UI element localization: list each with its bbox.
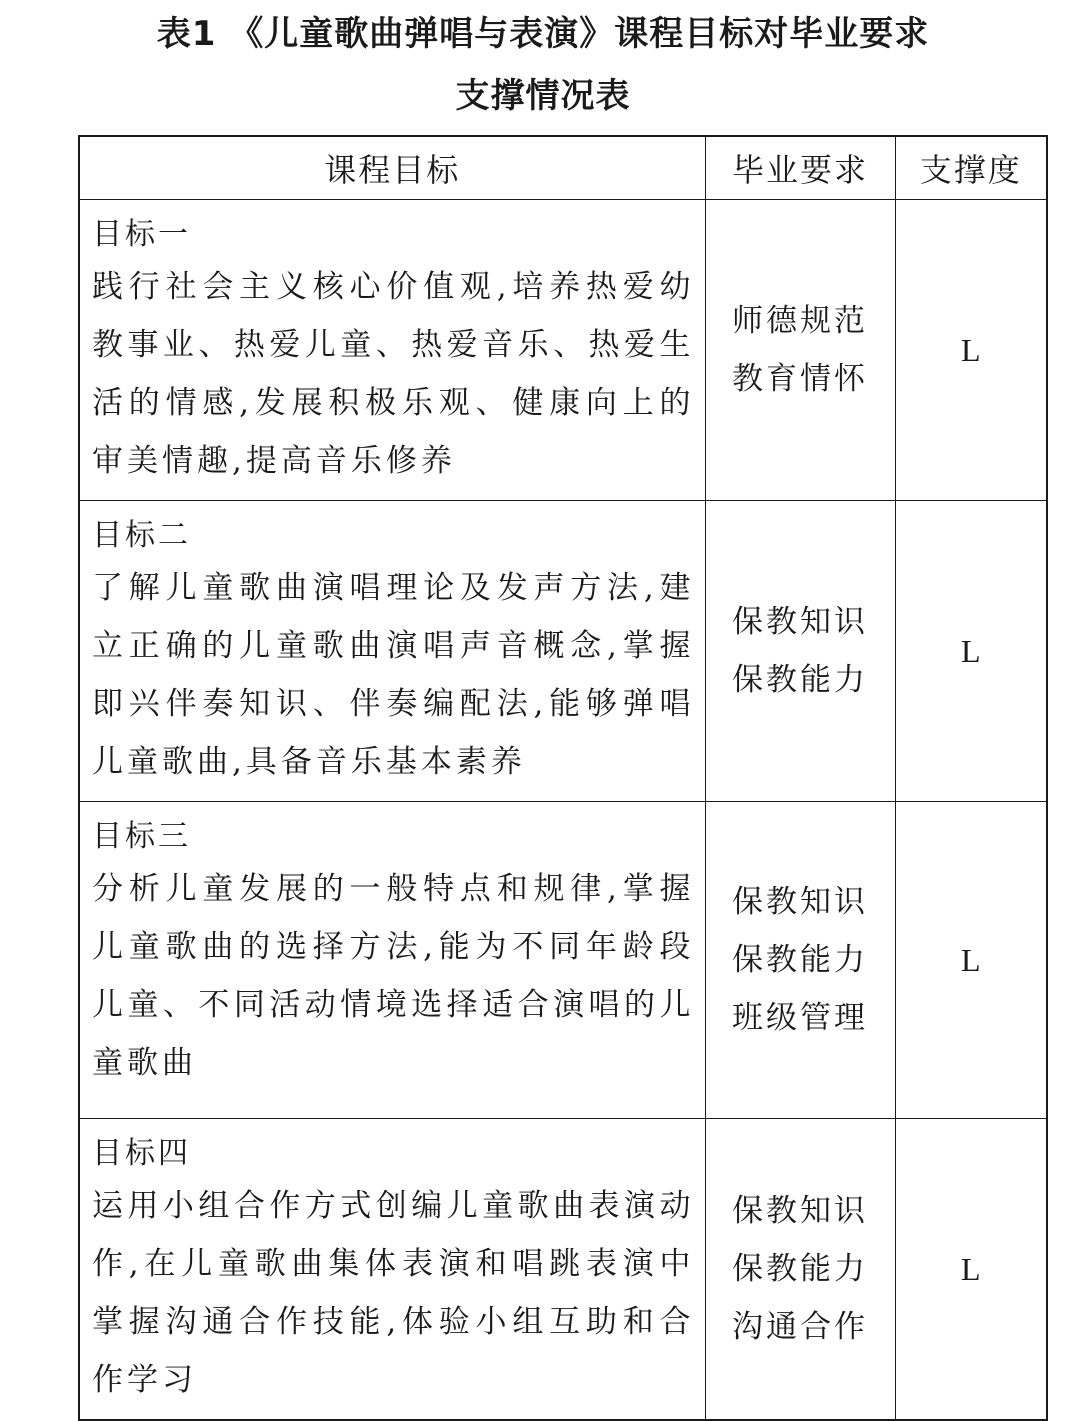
table-caption-continued: 支撑情况表 — [455, 76, 631, 116]
goal-description: 了解儿童歌曲演唱理论及发声方法,建立正确的儿童歌曲演唱声音概念,掌握即兴伴奏知识、伴奏编配法,能够弹唱儿童歌曲,具备音乐基本素养 — [92, 570, 695, 780]
requirement-cell — [705, 802, 895, 1119]
requirement-item: 保教能力 — [732, 1251, 868, 1287]
goal-cell — [79, 501, 705, 802]
support-table — [78, 135, 1048, 1421]
goal-cell — [79, 802, 705, 1119]
goal-title: 目标二 — [92, 518, 191, 553]
table-row — [79, 200, 1047, 501]
table-row — [79, 501, 1047, 802]
requirement-item: 教育情怀 — [732, 361, 868, 397]
goal-cell — [79, 200, 705, 501]
goal-title: 目标四 — [92, 1136, 191, 1171]
goal-description: 分析儿童发展的一般特点和规律,掌握儿童歌曲的选择方法,能为不同年龄段儿童、不同活动情境选择适合演唱的儿童歌曲 — [92, 871, 695, 1081]
goal-description: 践行社会主义核心价值观,培养热爱幼教事业、热爱儿童、热爱音乐、热爱生活的情感,发展积极乐观、健康向上的审美情趣,提高音乐修养 — [92, 269, 695, 479]
requirement-cell — [705, 1119, 895, 1421]
requirement-cell — [705, 501, 895, 802]
table-row — [79, 1119, 1047, 1421]
requirement-item: 班级管理 — [732, 1000, 868, 1036]
requirement-item: 保教能力 — [732, 662, 868, 698]
support-degree-value: L — [895, 802, 1047, 1119]
goal-cell — [79, 1119, 705, 1421]
requirement-item: 保教知识 — [732, 884, 868, 920]
requirement-item: 师德规范 — [732, 303, 868, 339]
requirement-cell — [705, 200, 895, 501]
goal-description: 运用小组合作方式创编儿童歌曲表演动作,在儿童歌曲集体表演和唱跳表演中掌握沟通合作技能,体验小组互助和合作学习 — [92, 1188, 695, 1398]
goal-title: 目标三 — [92, 819, 191, 854]
table-header-row — [79, 136, 1047, 200]
support-degree-value: L — [895, 501, 1047, 802]
header-support-degree: 支撑度 — [895, 136, 1047, 200]
requirement-item: 保教知识 — [732, 604, 868, 640]
requirement-item: 保教能力 — [732, 942, 868, 978]
header-course-goal: 课程目标 — [79, 136, 705, 200]
table-caption: 表1 《儿童歌曲弹唱与表演》课程目标对毕业要求 — [156, 14, 930, 54]
support-degree-value: L — [895, 200, 1047, 501]
goal-title: 目标一 — [92, 217, 191, 252]
requirement-item: 沟通合作 — [732, 1309, 868, 1345]
header-graduation-requirement: 毕业要求 — [705, 136, 895, 200]
support-degree-value: L — [895, 1119, 1047, 1421]
requirement-item: 保教知识 — [732, 1193, 868, 1229]
table-row — [79, 802, 1047, 1119]
